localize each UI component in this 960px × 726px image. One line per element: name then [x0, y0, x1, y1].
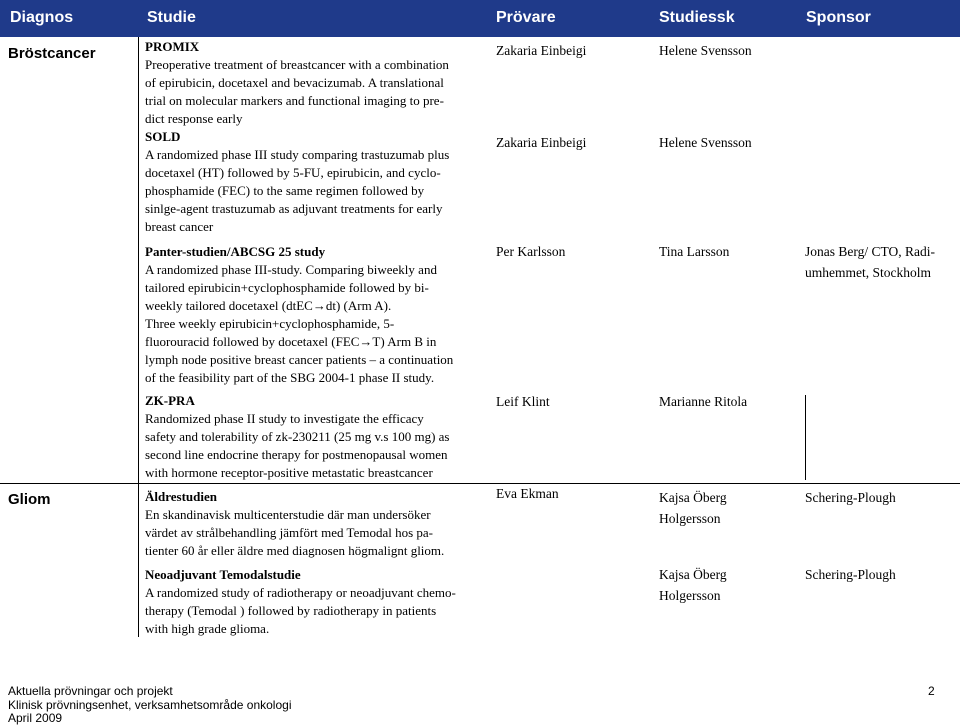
sponsor-cell: Schering-Plough — [805, 490, 896, 505]
column-separator — [805, 395, 806, 480]
study-zk-pra — [145, 392, 490, 482]
footer-line-2: Klinisk prövningsenhet, verksamhetsområde onkologi — [8, 698, 292, 712]
study-neoadjuvant-temodal — [145, 566, 490, 638]
header-studie: Studie — [147, 9, 196, 26]
study-title: PROMIX — [145, 39, 200, 54]
footer-line-3: April 2009 — [8, 711, 63, 725]
column-separator — [138, 37, 139, 637]
studiessk-cell: Kajsa Öberg Holgersson — [659, 490, 727, 526]
provare-cell: Zakaria Einbeigi — [496, 43, 587, 58]
provare-cell: Eva Ekman — [496, 486, 559, 501]
study-promix — [145, 38, 490, 128]
studiessk-cell: Kajsa Öberg Holgersson — [659, 567, 727, 603]
study-title: Panter-studien/ABCSG 25 study — [145, 244, 326, 259]
diagnos-brostcancer: Bröstcancer — [8, 45, 96, 62]
page-number: 2 — [928, 684, 935, 698]
provare-cell: Per Karlsson — [496, 244, 566, 259]
study-description: En skandinavisk multicenterstudie där man undersöker värdet av strålbehandling jämfört med Temodal hos pa- tienter 60 år eller äldre med diagnosen högmalignt gliom. — [145, 507, 445, 558]
studiessk-cell: Marianne Ritola — [659, 394, 748, 409]
study-description: A randomized phase III-study. Comparing biweekly and tailored epirubicin+cyclophosphamide followed by bi- weekly tailored docetaxel (dtEC→dt) (Arm A). Three weekly epirubicin+cyclophosphamide, 5- fluorouracid followed by docetaxel (FEC→T) Arm B in lymph node positive breast cancer patients – a continuation of the feasibility part of the SBG 2004-1 phase II study. — [145, 262, 454, 385]
study-description: Preoperative treatment of breastcancer with a combination of epirubicin, docetaxel and bevacizumab. A translational trial on molecular markers and functional imaging to pre- dict response early — [145, 57, 449, 126]
study-panter — [145, 243, 490, 387]
studiessk-cell: Helene Svensson — [659, 43, 752, 58]
study-title: SOLD — [145, 129, 181, 144]
sponsor-cell: Jonas Berg/ CTO, Radi- umhemmet, Stockholm — [805, 244, 935, 280]
header-studiessk: Studiessk — [659, 9, 735, 26]
provare-cell: Zakaria Einbeigi — [496, 135, 587, 150]
study-description: A randomized phase III study comparing trastuzumab plus docetaxel (HT) followed by 5-FU, epirubicin, and cyclo- phosphamide (FEC) to the same regimen followed by sinlge-agent trastuzumab as adjuvant treatments for early breast cancer — [145, 147, 450, 234]
study-description: Randomized phase II study to investigate the efficacy safety and tolerability of zk-230211 (25 mg v.s 100 mg) as second line endocrine therapy for postmenopausal women with hormone receptor-positive metastatic breastcancer — [145, 411, 450, 480]
provare-cell: Leif Klint — [496, 394, 550, 409]
study-title: ZK-PRA — [145, 393, 195, 408]
header-provare: Prövare — [496, 9, 556, 26]
sponsor-cell: Schering-Plough — [805, 567, 896, 582]
study-aldrestudien — [145, 488, 490, 560]
studiessk-cell: Helene Svensson — [659, 135, 752, 150]
header-diagnos: Diagnos — [10, 9, 74, 26]
table-header — [0, 0, 960, 37]
study-sold — [145, 128, 490, 236]
header-sponsor: Sponsor — [806, 9, 871, 26]
studiessk-cell: Tina Larsson — [659, 244, 730, 259]
diagnos-gliom: Gliom — [8, 491, 51, 508]
row-separator — [0, 483, 960, 484]
study-title: Äldrestudien — [145, 489, 217, 504]
study-description: A randomized study of radiotherapy or neoadjuvant chemo- therapy (Temodal ) followed by radiotherapy in patients with high grade glioma. — [145, 585, 456, 636]
footer-line-1: Aktuella prövningar och projekt — [8, 684, 173, 698]
study-title: Neoadjuvant Temodalstudie — [145, 567, 301, 582]
